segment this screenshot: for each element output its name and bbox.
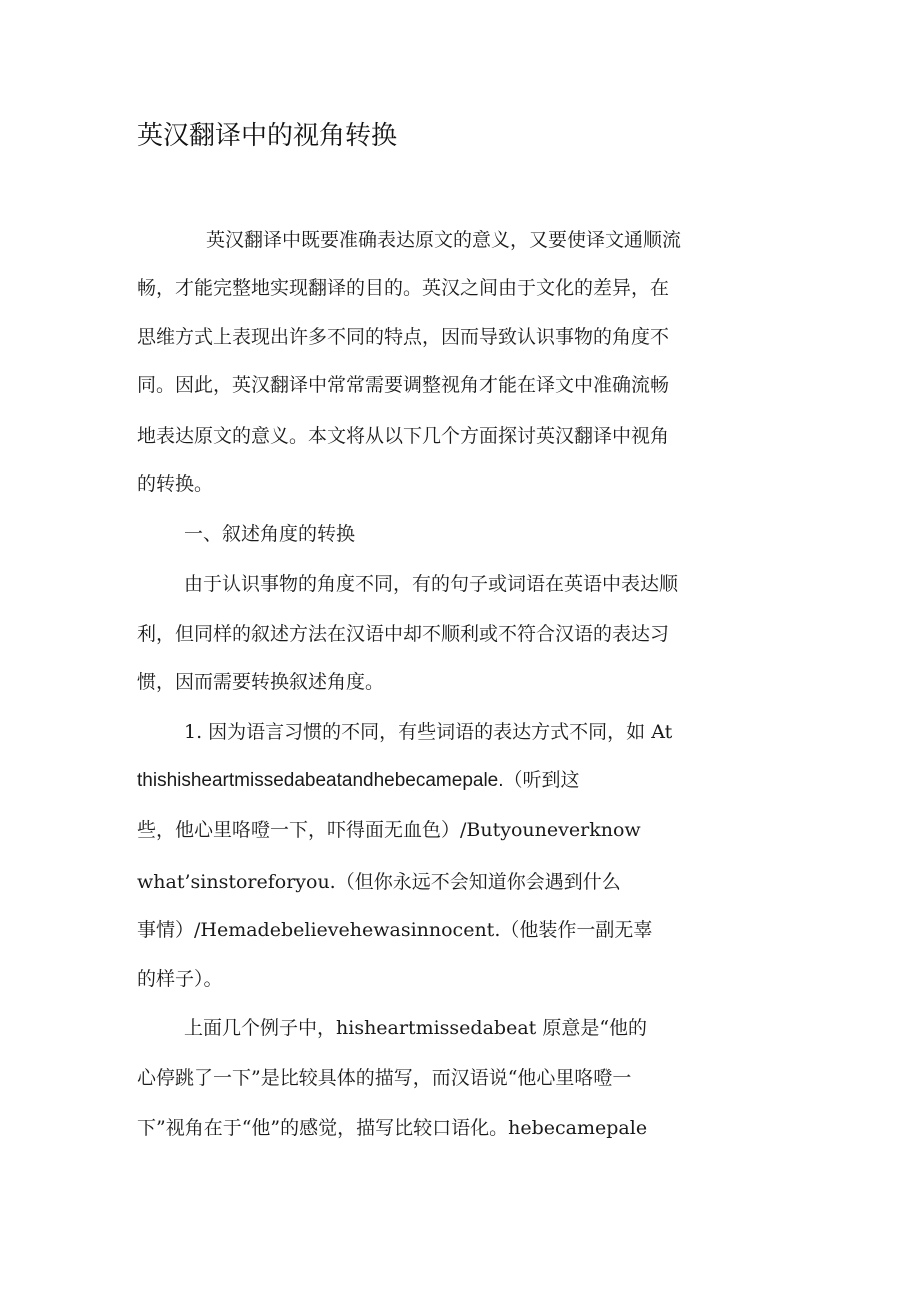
paragraph-line: 上面几个例子中，hisheartmissedabeat 原意是“他的 bbox=[184, 1017, 648, 1039]
paragraph-line: thishisheartmissedabeatandhebecamepale.（听到这 bbox=[137, 770, 580, 791]
paragraph-line: 英汉翻译中既要准确表达原文的意义，又要使译文通顺流 bbox=[206, 229, 682, 251]
paragraph-line: 事情）/Hemadebelievehewasinnocent.（他装作一副无辜 bbox=[137, 919, 653, 941]
paragraph-line: 由于认识事物的角度不同，有的句子或词语在英语中表达顺 bbox=[184, 573, 679, 595]
paragraph-line: 同。因此，英汉翻译中常常需要调整视角才能在译文中准确流畅 bbox=[137, 374, 670, 396]
paragraph-line: 的样子）。 bbox=[137, 968, 223, 990]
paragraph-line: 下”视角在于“他”的感觉，描写比较口语化。hebecamepale bbox=[137, 1117, 648, 1139]
paragraph-line: 的转换。 bbox=[137, 473, 214, 495]
paragraph-line: 1. 因为语言习惯的不同，有些词语的表达方式不同，如 At bbox=[184, 721, 673, 743]
paragraph-line: 些，他心里咯噔一下，吓得面无血色）/Butyouneverknow bbox=[137, 819, 641, 841]
document-title: 英汉翻译中的视角转换 bbox=[137, 121, 398, 151]
paragraph-line: 地表达原文的意义。本文将从以下几个方面探讨英汉翻译中视角 bbox=[137, 425, 670, 447]
paragraph-line: 畅，才能完整地实现翻译的目的。英汉之间由于文化的差异，在 bbox=[137, 277, 670, 299]
paragraph-line: 心停跳了一下”是比较具体的描写，而汉语说“他心里咯噔一 bbox=[137, 1067, 632, 1089]
paragraph-line: 思维方式上表现出许多不同的特点，因而导致认识事物的角度不 bbox=[137, 326, 670, 348]
paragraph-line: what’sinstoreforyou.（但你永远不会知道你会遇到什么 bbox=[137, 871, 621, 893]
paragraph-line: 利，但同样的叙述方法在汉语中却不顺利或不符合汉语的表达习 bbox=[137, 623, 670, 645]
paragraph-line: 惯，因而需要转换叙述角度。 bbox=[137, 671, 385, 693]
section-heading: 一、叙述角度的转换 bbox=[184, 523, 356, 545]
